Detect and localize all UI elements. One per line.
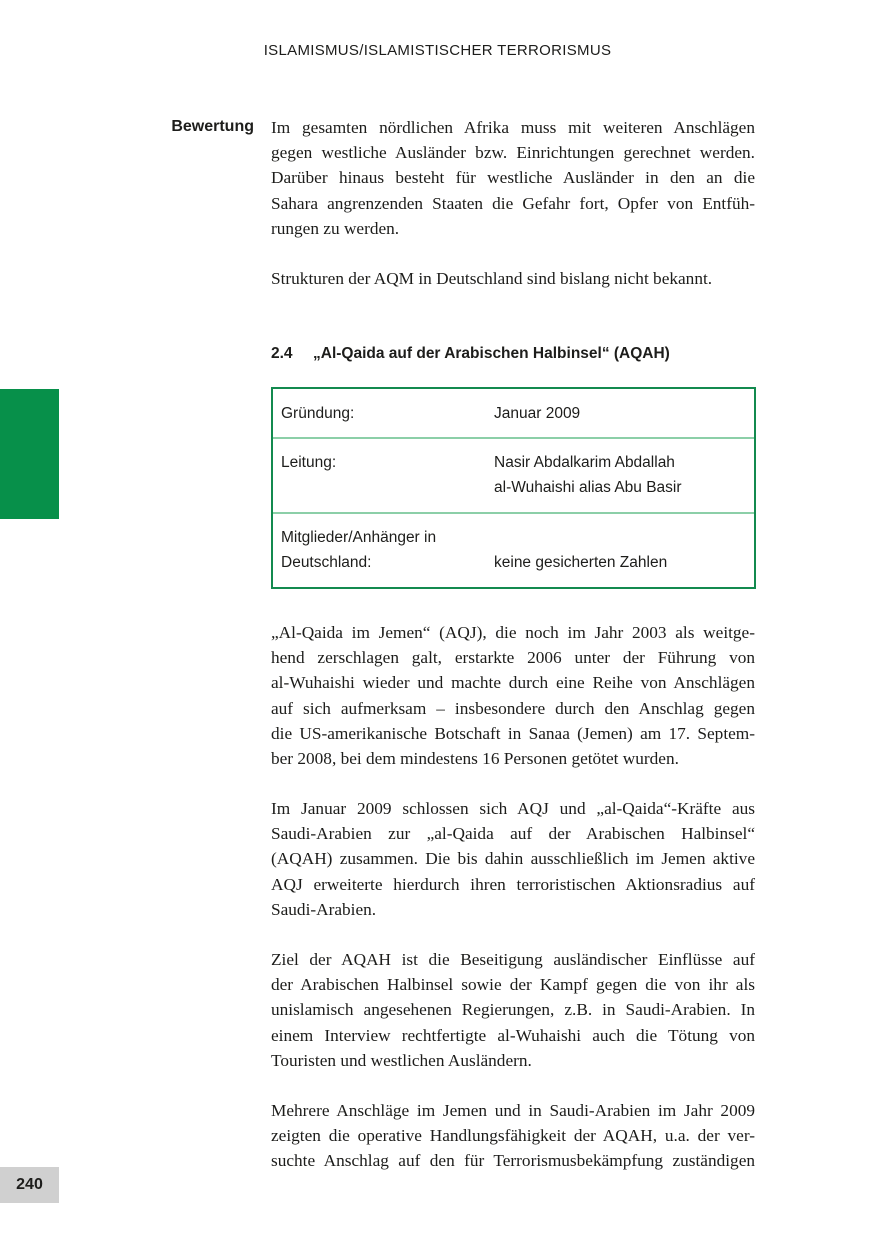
- text-line: der Arabischen Halbinsel sowie der Kampf gegen die von ihr als: [271, 975, 755, 995]
- info-key: [281, 525, 494, 575]
- info-value-line: al-Wuhaishi alias Abu Basir: [494, 479, 682, 496]
- info-value: Januar 2009: [494, 405, 581, 422]
- info-row-mitglieder: [273, 512, 754, 587]
- text-line: hend zerschlagen galt, erstarkte 2006 unter der Führung von: [271, 648, 755, 668]
- info-key-line: Mitglieder/Anhänger in: [281, 529, 437, 546]
- info-value-line: Nasir Abdalkarim Abdallah: [494, 454, 675, 471]
- text-line: Ziel der AQAH ist die Beseitigung ausländischer Einflüsse auf: [271, 950, 755, 969]
- info-table: [271, 387, 756, 589]
- structures-paragraph: [271, 266, 755, 291]
- text-line: suchte Anschlag auf den für Terrorismusbekämpfung zuständigen: [271, 1151, 755, 1171]
- section-title: „Al-Qaida auf der Arabischen Halbinsel“ (AQAH): [313, 345, 670, 362]
- text-line: Im Januar 2009 schlossen sich AQJ und „al-Qaida“-Kräfte aus: [271, 799, 755, 818]
- text-line: zeigten die operative Handlungsfähigkeit der AQAH, u.a. der ver-: [271, 1126, 755, 1146]
- text-line: einem Interview rechtfertigte al-Wuhaishi auch die Tötung von: [271, 1025, 755, 1045]
- bewertung-label: Bewertung: [171, 118, 254, 135]
- text-line: Mehrere Anschläge im Jemen und in Saudi-Arabien im Jahr 2009: [271, 1101, 755, 1120]
- text-line: Im gesamten nördlichen Afrika muss mit weiteren Anschlägen: [271, 118, 755, 137]
- paragraph-ziel: [271, 947, 755, 1073]
- chapter-color-tab: [0, 389, 59, 519]
- text-line: (AQAH) zusammen. Die bis dahin ausschließlich im Jemen aktive: [271, 849, 755, 869]
- paragraph-anschlaege: [271, 1098, 755, 1174]
- text-line: ber 2008, bei dem mindestens 16 Personen getötet wurden.: [271, 749, 679, 769]
- text-line: Sahara angrenzenden Staaten die Gefahr fort, Opfer von Entfüh-: [271, 193, 755, 213]
- text-line: AQJ erweiterte hierdurch ihren terroristischen Aktionsradius auf: [271, 874, 755, 894]
- text-line: Darüber hinaus besteht für westliche Ausländer in den an die: [271, 168, 755, 188]
- bewertung-paragraph: [271, 115, 755, 241]
- text-line: Saudi-Arabien zur „al-Qaida auf der Arabischen Halbinsel“: [271, 824, 755, 844]
- text-line: die US-amerikanische Botschaft in Sanaa (Jemen) am 17. Septem-: [271, 723, 755, 743]
- info-key: Leitung:: [281, 454, 337, 471]
- text-line: unislamisch angesehenen Regierungen, z.B. in Saudi-Arabien. In: [271, 1000, 755, 1020]
- section-number: 2.4: [271, 345, 293, 362]
- info-value-line: [494, 525, 746, 550]
- paragraph-januar-2009: [271, 796, 755, 922]
- text-line: Saudi-Arabien.: [271, 899, 377, 919]
- text-line: Strukturen der AQM in Deutschland sind bislang nicht bekannt.: [271, 269, 713, 288]
- text-line: „Al-Qaida im Jemen“ (AQJ), die noch im Jahr 2003 als weitge-: [271, 623, 755, 642]
- info-value: [494, 525, 746, 575]
- text-line: al-Wuhaishi wieder und machte durch eine Reihe von Anschlägen: [271, 673, 755, 693]
- page-number: 240: [0, 1167, 59, 1203]
- text-line: rungen zu werden.: [271, 218, 400, 238]
- section-heading: [271, 345, 670, 363]
- info-key: Gründung:: [281, 405, 355, 422]
- paragraph-aqj: [271, 620, 755, 771]
- info-value-line: keine gesicherten Zahlen: [494, 554, 668, 571]
- info-row-gruendung: [273, 389, 754, 437]
- text-line: auf sich aufmerksam – insbesondere durch den Anschlag gegen: [271, 698, 755, 718]
- running-head: ISLAMISMUS/ISLAMISTISCHER TERRORISMUS: [263, 42, 612, 59]
- text-line: Touristen und westlichen Ausländern.: [271, 1050, 532, 1070]
- info-row-leitung: [273, 437, 754, 512]
- info-key-line: Deutschland:: [281, 554, 372, 571]
- info-value: [494, 450, 746, 500]
- text-line: gegen westliche Ausländer bzw. Einrichtungen gerechnet werden.: [271, 143, 755, 163]
